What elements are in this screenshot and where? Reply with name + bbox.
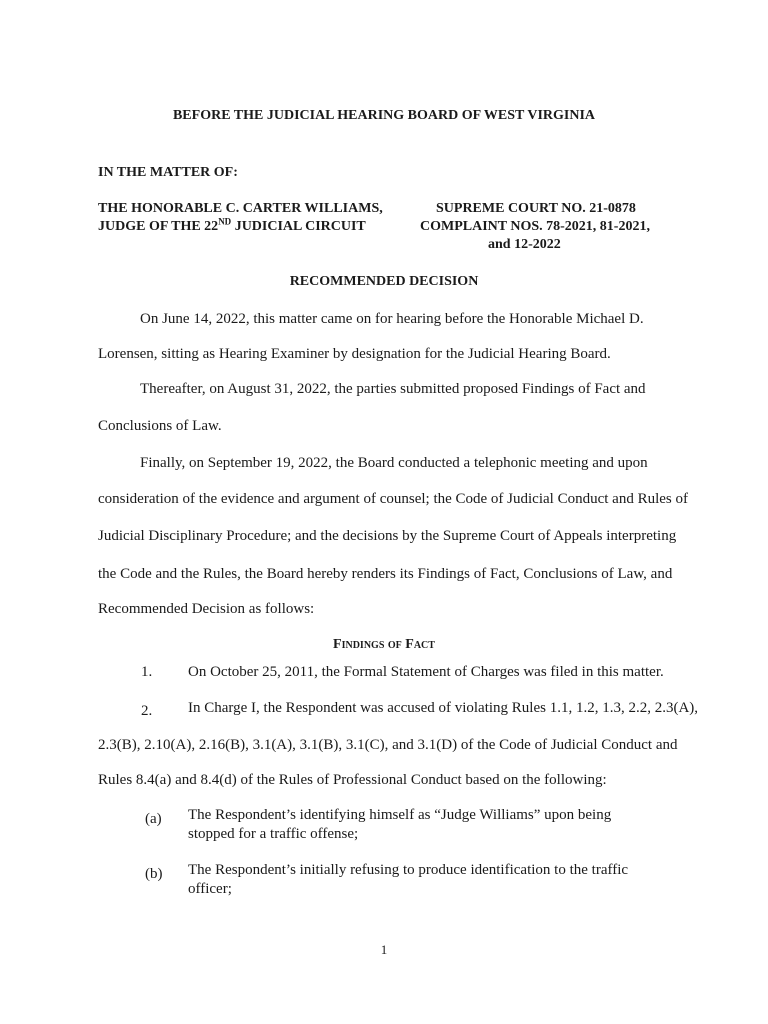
subitem-a-line-1: The Respondent’s identifying himself as “Judge Williams” upon being bbox=[188, 807, 612, 823]
respondent-name: THE HONORABLE C. CARTER WILLIAMS, bbox=[98, 201, 383, 216]
finding-2-line-3: Rules 8.4(a) and 8.4(d) of the Rules of Professional Conduct based on the following: bbox=[98, 772, 607, 788]
finding-2-line-1: In Charge I, the Respondent was accused of violating Rules 1.1, 1.2, 1.3, 2.2, 2.3(A), bbox=[188, 700, 699, 716]
findings-heading: Findings of Fact bbox=[333, 637, 435, 652]
finding-1-number: 1. bbox=[141, 664, 153, 680]
paragraph-1-line-1: On June 14, 2022, this matter came on for hearing before the Honorable Michael D. bbox=[140, 311, 644, 327]
board-title: BEFORE THE JUDICIAL HEARING BOARD OF WEST VIRGINIA bbox=[172, 108, 596, 123]
subitem-a-label: (a) bbox=[145, 811, 162, 827]
decision-title: RECOMMENDED DECISION bbox=[289, 274, 479, 289]
complaint-numbers: COMPLAINT NOS. 78-2021, 81-2021, bbox=[420, 219, 650, 234]
finding-1-text: On October 25, 2011, the Formal Statement of Charges was filed in this matter. bbox=[188, 664, 664, 680]
supreme-court-number: SUPREME COURT NO. 21-0878 bbox=[436, 201, 636, 216]
subitem-b-line-2: officer; bbox=[188, 881, 232, 897]
matter-label: IN THE MATTER OF: bbox=[98, 165, 238, 180]
finding-2-number: 2. bbox=[141, 703, 153, 719]
subitem-b-label: (b) bbox=[145, 866, 163, 882]
paragraph-3-line-2: consideration of the evidence and argument of counsel; the Code of Judicial Conduct and Rules of bbox=[98, 491, 688, 507]
paragraph-3-line-5: Recommended Decision as follows: bbox=[98, 601, 315, 617]
finding-2-line-2: 2.3(B), 2.10(A), 2.16(B), 3.1(A), 3.1(B), 3.1(C), and 3.1(D) of the Code of Judicial Conduct and bbox=[98, 737, 678, 753]
paragraph-3-line-4: the Code and the Rules, the Board hereby renders its Findings of Fact, Conclusions of Law, and bbox=[98, 566, 673, 582]
subitem-a-line-2: stopped for a traffic offense; bbox=[188, 826, 359, 842]
page-number: 1 bbox=[380, 942, 388, 957]
respondent-title: JUDGE OF THE 22ND JUDICIAL CIRCUIT bbox=[98, 216, 366, 234]
subitem-b-line-1: The Respondent’s initially refusing to produce identification to the traffic bbox=[188, 862, 629, 878]
paragraph-2-line-2: Conclusions of Law. bbox=[98, 418, 222, 434]
paragraph-3-line-3: Judicial Disciplinary Procedure; and the decisions by the Supreme Court of Appeals interpreting bbox=[98, 528, 677, 544]
paragraph-3-line-1: Finally, on September 19, 2022, the Board conducted a telephonic meeting and upon bbox=[140, 455, 648, 471]
paragraph-1-line-2: Lorensen, sitting as Hearing Examiner by designation for the Judicial Hearing Board. bbox=[98, 346, 611, 362]
paragraph-2-line-1: Thereafter, on August 31, 2022, the parties submitted proposed Findings of Fact and bbox=[140, 381, 646, 397]
complaint-numbers-cont: and 12-2022 bbox=[488, 237, 561, 252]
